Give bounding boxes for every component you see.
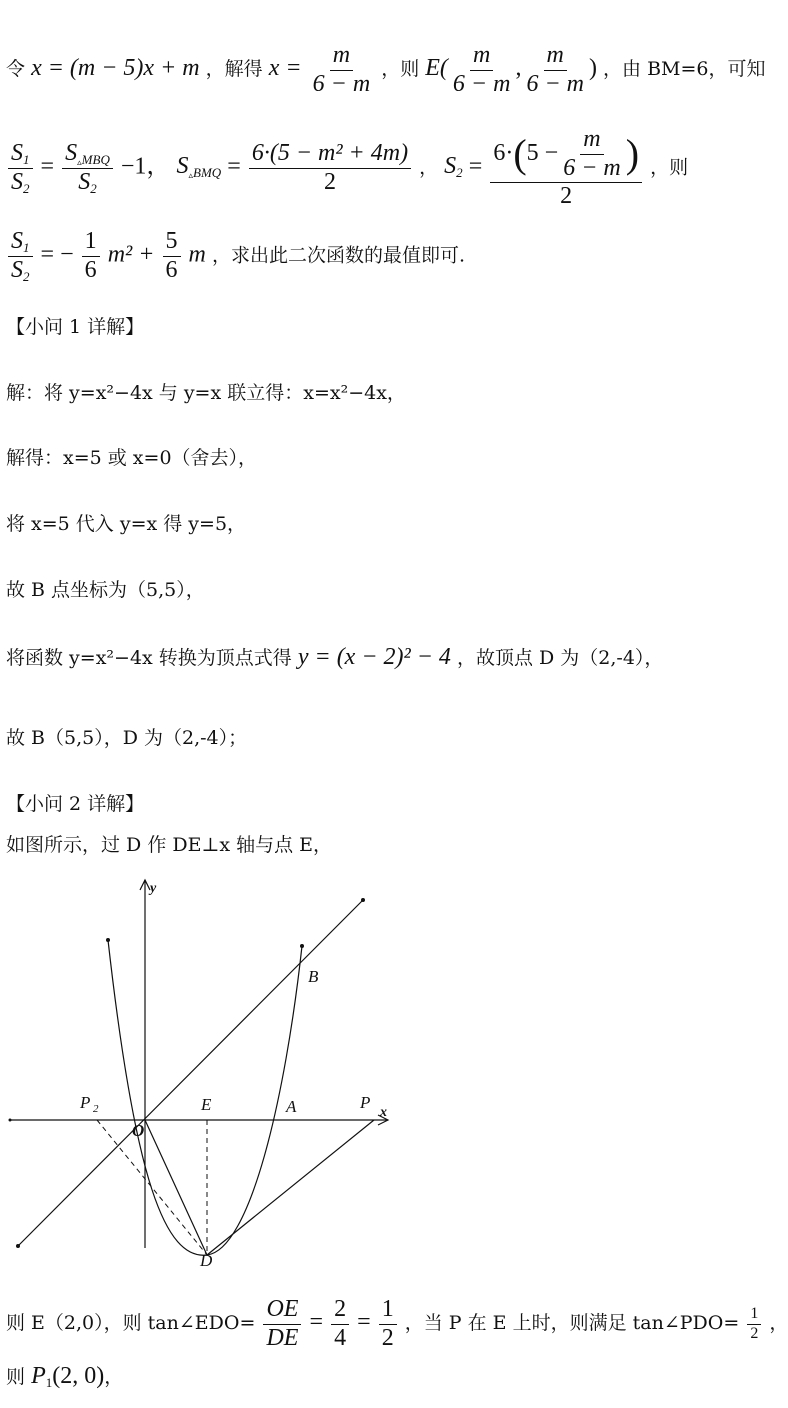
fraction-1-2: $\frac{1}{2}$: [379, 1296, 397, 1352]
term: m: [188, 241, 206, 268]
last-line: [6, 1362, 123, 1391]
fraction: $\frac{m}{6 - m}$: [312, 42, 371, 97]
text: ，当 P 在 E 上时，则满足 tan∠PDO=: [404, 1312, 740, 1335]
text: ，: [104, 1366, 124, 1388]
fraction-oe-de: $\frac{OE}{DE}$: [263, 1296, 301, 1352]
text: 则: [6, 1366, 26, 1388]
minus-one: −1，: [120, 153, 171, 180]
sub: MBQ: [81, 151, 110, 167]
equals: =: [357, 1309, 371, 1336]
fraction-2-4: $\frac{2}{4}$: [331, 1296, 349, 1352]
s2-label: [444, 153, 463, 179]
s: S: [11, 139, 23, 166]
coordinates: (2, 0): [52, 1363, 105, 1389]
solution-line-1: 解：将 y=x²−4x 与 y=x 联立得：x=x²−4x，: [6, 382, 406, 404]
heading-part-2: 【小问 2 详解】: [6, 793, 145, 815]
label-a: A: [286, 1097, 297, 1116]
comma: ，: [419, 156, 439, 179]
fraction: $\frac{m}{6 - m}$: [526, 42, 584, 97]
equals: =: [468, 153, 483, 180]
text: ，: [769, 1312, 788, 1335]
sub: BMQ: [193, 165, 222, 181]
text: ，故顶点 D 为（2,-4），: [456, 647, 664, 669]
label-o: O: [132, 1121, 145, 1140]
equation: x =: [268, 55, 302, 82]
text: 5 −: [526, 140, 559, 167]
fraction-smbq-s2: $\frac{S_{▵MBQ}}{S_2}$: [62, 140, 113, 197]
fraction-s1-s2: [8, 140, 33, 197]
solution-line-3: 将 x=5 代入 y=x 得 y=5，: [6, 513, 247, 535]
segment-p2d: [97, 1120, 207, 1255]
s-bmq: $S_{▵BMQ}$: [176, 153, 222, 181]
label-x: x: [380, 1105, 387, 1120]
sub: 2: [90, 180, 97, 196]
text: ，由 BM=6，可知: [603, 58, 766, 81]
line-y-equals-x: [18, 900, 363, 1246]
label-d: D: [200, 1251, 213, 1270]
s: S: [78, 168, 91, 195]
term: m² +: [107, 241, 155, 268]
parabola-figure: [0, 870, 400, 1280]
fraction: $\frac{m}{6 - m}$: [452, 42, 511, 97]
vertex-equation: y = (x − 2)² − 4: [297, 644, 451, 670]
label-b: B: [308, 967, 319, 986]
fraction-s1-s2: [8, 228, 33, 285]
fraction-s2: 6· ( 5 − $\frac{m}{6 - m}$ ) 2: [490, 126, 642, 211]
line-3: [6, 228, 465, 285]
equals: =: [227, 153, 241, 180]
solution-line-7: 如图所示，过 D 作 DE⊥x 轴与点 E，: [6, 834, 332, 856]
sub: 1: [45, 1375, 53, 1390]
text: 令: [6, 58, 26, 81]
line-2: [6, 126, 688, 211]
s: S: [176, 153, 189, 180]
text: ，则: [650, 156, 689, 179]
solution-line-6: 故 B（5,5），D 为（2,-4）；: [6, 727, 248, 749]
s: S: [11, 228, 23, 254]
text: 则 E（2,0），则 tan∠EDO=: [6, 1312, 256, 1335]
solution-line-5: [6, 643, 663, 671]
label-p2-sub: 2: [93, 1103, 99, 1115]
heading-part-1: 【小问 1 详解】: [6, 316, 145, 338]
sub: 2: [23, 268, 30, 284]
text: 将函数 y=x²−4x 转换为顶点式得: [6, 647, 292, 669]
line-1: [6, 42, 766, 98]
equals: =: [309, 1309, 324, 1336]
segment-od: [145, 1120, 207, 1255]
comma: ,: [515, 55, 522, 82]
label-e: E: [201, 1095, 212, 1114]
equals: =: [40, 153, 55, 180]
tan-line: [6, 1296, 788, 1352]
text: ，求出此二次函数的最值即可.: [211, 244, 465, 267]
solution-line-4: 故 B 点坐标为（5,5），: [6, 579, 205, 601]
sub: 1: [23, 151, 30, 167]
s: S: [65, 139, 78, 166]
point-e-label: E(: [425, 55, 448, 82]
label-p2: P: [80, 1093, 91, 1112]
text: ，则: [381, 58, 420, 81]
text: ，解得: [205, 58, 263, 81]
equation: x = (m − 5)x + m: [31, 55, 200, 82]
label-p: P: [360, 1093, 371, 1112]
sub: 2: [456, 165, 463, 181]
fraction-half: $\frac{1}{2}$: [747, 1305, 761, 1343]
inner-fraction: $\frac{m}{6 - m}$: [563, 126, 621, 181]
s: S: [11, 168, 23, 195]
segment-dp: [207, 1120, 374, 1255]
sub: 1: [23, 240, 30, 255]
label-y: y: [150, 881, 157, 896]
s: S: [11, 256, 23, 283]
fraction-5-6: $\frac{5}{6}$: [163, 228, 181, 284]
sub: 2: [23, 180, 30, 196]
text: 6·: [493, 140, 514, 167]
fraction-bmq: $\frac{\text{6·(5 − m² + 4m)}}{2}$: [249, 140, 411, 196]
equals-minus: = −: [40, 241, 74, 268]
s: S: [444, 153, 457, 180]
fraction-1-6: $\frac{1}{6}$: [82, 228, 100, 284]
point-p: P: [31, 1363, 46, 1389]
paren: ): [588, 55, 597, 82]
solution-line-2: 解得：x=5 或 x=0（舍去），: [6, 447, 258, 469]
